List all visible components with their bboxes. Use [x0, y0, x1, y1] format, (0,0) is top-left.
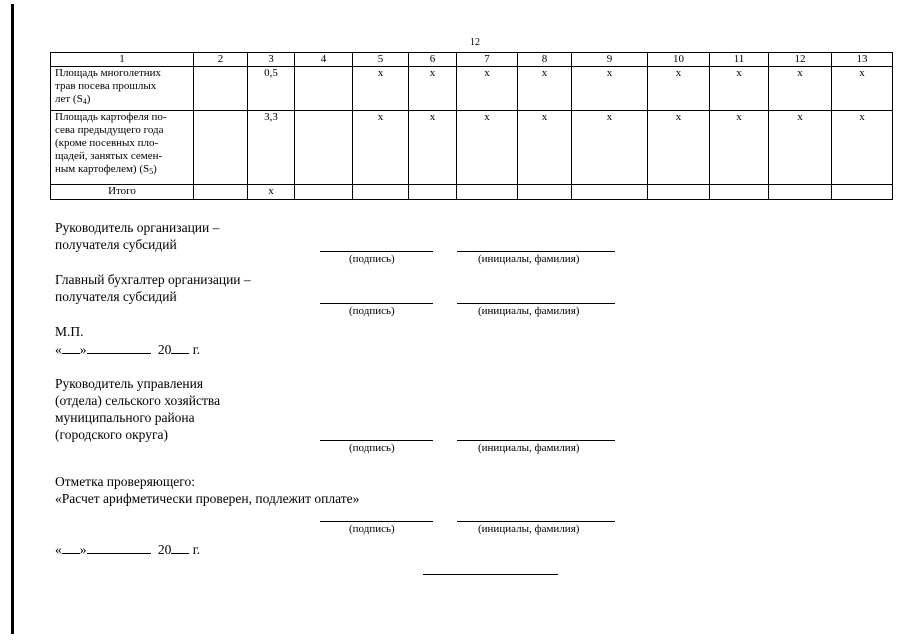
day-blank	[62, 341, 80, 354]
x-mark: x	[648, 67, 710, 111]
label-line: (кроме посевных пло-	[55, 137, 159, 149]
stamp-label: М.П.	[55, 324, 84, 339]
month-blank	[87, 541, 151, 554]
name-caption: (инициалы, фамилия)	[478, 305, 580, 317]
title-line: Отметка проверяющего:	[55, 474, 195, 489]
year-suffix: г.	[192, 342, 201, 357]
x-mark: x	[710, 111, 769, 185]
total-mark: x	[248, 185, 295, 200]
date-open: «	[55, 342, 62, 357]
x-mark: x	[353, 111, 409, 185]
x-mark: x	[409, 67, 457, 111]
signature-caption: (подпись)	[349, 523, 395, 535]
label-line: трав посева прошлых	[55, 80, 157, 92]
column-number: 2	[194, 53, 248, 67]
year-prefix: 20	[157, 342, 172, 357]
chief-accountant-title	[55, 271, 251, 305]
title-line: получателя субсидий	[55, 289, 177, 304]
name-line	[457, 303, 615, 304]
cell	[572, 185, 648, 200]
label-subscript: 4	[82, 97, 87, 106]
date-close: »	[79, 342, 87, 357]
signature-caption: (подпись)	[349, 442, 395, 454]
x-mark: x	[769, 111, 832, 185]
x-mark: x	[353, 67, 409, 111]
row-label-perennial-grass	[51, 67, 194, 111]
x-mark: x	[769, 67, 832, 111]
label-line	[55, 93, 189, 106]
table-row	[51, 67, 893, 111]
name-line	[457, 521, 615, 522]
column-number: 12	[769, 53, 832, 67]
label-line: Площадь многолетних	[55, 67, 162, 79]
title-line: (отдела) сельского хозяйства	[55, 393, 221, 408]
x-mark: x	[518, 111, 572, 185]
cell	[518, 185, 572, 200]
label-text: ным картофелем) (S	[55, 163, 150, 175]
x-mark: x	[409, 111, 457, 185]
label-line: Площадь картофеля по-	[55, 111, 167, 123]
date-field	[55, 341, 200, 358]
cell	[295, 111, 353, 185]
year-blank	[171, 341, 189, 354]
date-close: »	[79, 542, 87, 557]
cell	[194, 111, 248, 185]
title-line: муниципального района	[55, 410, 195, 425]
cell	[194, 185, 248, 200]
signature-line	[320, 303, 433, 304]
date-field	[55, 541, 200, 558]
area-value: 3,3	[248, 111, 295, 185]
cell	[769, 185, 832, 200]
column-number: 13	[832, 53, 893, 67]
cell	[295, 67, 353, 111]
year-suffix: г.	[192, 542, 201, 557]
signature-line	[320, 521, 433, 522]
x-mark: x	[572, 67, 648, 111]
signature-line	[320, 440, 433, 441]
total-label: Итого	[51, 185, 194, 200]
closing-rule	[423, 574, 558, 575]
calculation-table	[50, 52, 893, 200]
x-mark: x	[832, 67, 893, 111]
title-line: получателя субсидий	[55, 237, 177, 252]
column-number: 7	[457, 53, 518, 67]
cell	[457, 185, 518, 200]
cell	[832, 185, 893, 200]
head-dept-title	[55, 375, 220, 443]
x-mark: x	[832, 111, 893, 185]
column-number-row	[51, 53, 893, 67]
year-prefix: 20	[157, 542, 172, 557]
column-number: 9	[572, 53, 648, 67]
label-close: )	[86, 93, 91, 105]
name-caption: (инициалы, фамилия)	[478, 253, 580, 265]
day-blank	[62, 541, 80, 554]
year-blank	[171, 541, 189, 554]
cell	[409, 185, 457, 200]
head-org-title	[55, 219, 219, 253]
signature-caption: (подпись)	[349, 253, 395, 265]
cell	[295, 185, 353, 200]
cell	[710, 185, 769, 200]
x-mark: x	[710, 67, 769, 111]
label-line: сева предыдущего года	[55, 124, 164, 136]
row-label-potato	[51, 111, 194, 185]
column-number: 6	[409, 53, 457, 67]
column-number: 10	[648, 53, 710, 67]
title-line: (городского округа)	[55, 427, 169, 442]
total-row	[51, 185, 893, 200]
column-number: 4	[295, 53, 353, 67]
page-number: 12	[470, 37, 480, 48]
name-line	[457, 251, 615, 252]
label-line: щадей, занятых семен-	[55, 150, 163, 162]
label-line	[55, 163, 189, 176]
signature-caption: (подпись)	[349, 305, 395, 317]
binding-rule	[11, 4, 14, 634]
label-subscript: 5	[149, 167, 154, 176]
cell	[648, 185, 710, 200]
x-mark: x	[457, 67, 518, 111]
x-mark: x	[518, 67, 572, 111]
label-close: )	[153, 163, 157, 175]
name-caption: (инициалы, фамилия)	[478, 523, 580, 535]
date-open: «	[55, 542, 62, 557]
name-line	[457, 440, 615, 441]
x-mark: x	[572, 111, 648, 185]
column-number: 1	[51, 53, 194, 67]
label-text: лет (S	[55, 93, 83, 105]
column-number: 8	[518, 53, 572, 67]
title-line: Главный бухгалтер организации –	[55, 272, 251, 287]
title-line: «Расчет арифметически проверен, подлежит оплате»	[55, 491, 360, 506]
signature-line	[320, 251, 433, 252]
area-value: 0,5	[248, 67, 295, 111]
column-number: 3	[248, 53, 295, 67]
column-number: 11	[710, 53, 769, 67]
title-line: Руководитель организации –	[55, 220, 220, 235]
name-caption: (инициалы, фамилия)	[478, 442, 580, 454]
x-mark: x	[648, 111, 710, 185]
month-blank	[87, 341, 151, 354]
title-line: Руководитель управления	[55, 376, 204, 391]
column-number: 5	[353, 53, 409, 67]
cell	[194, 67, 248, 111]
x-mark: x	[457, 111, 518, 185]
table-row	[51, 111, 893, 185]
inspector-note	[55, 473, 359, 507]
cell	[353, 185, 409, 200]
